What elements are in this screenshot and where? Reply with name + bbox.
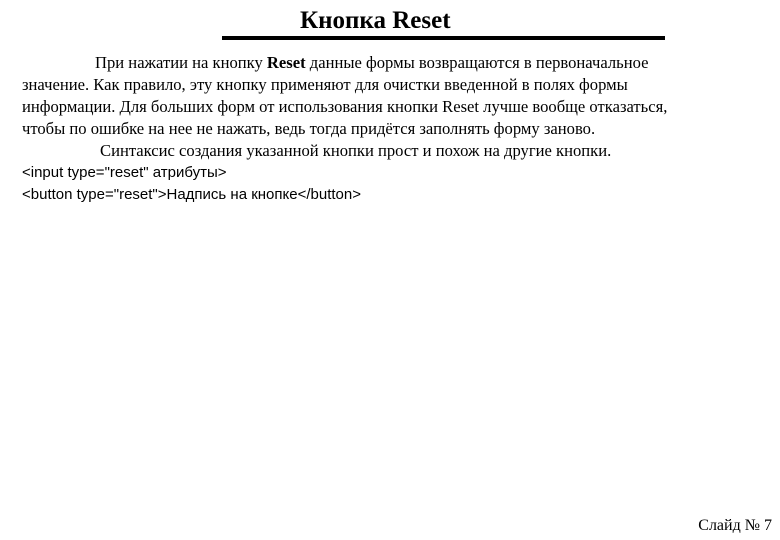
text-segment: При нажатии на кнопку	[95, 53, 267, 72]
paragraph-line: информации. Для больших форм от использования кнопки Reset лучше вообще отказаться,	[22, 97, 668, 116]
title-underline	[222, 36, 665, 40]
syntax-paragraph: Синтаксис создания указанной кнопки прост и похож на другие кнопки.	[100, 141, 612, 160]
paragraph-line	[22, 52, 762, 74]
paragraph-line: чтобы по ошибке на нее не нажать, ведь тогда придётся заполнять форму заново.	[22, 119, 596, 138]
code-line-input: <input type="reset" атрибуты>	[22, 164, 227, 181]
slide-title: Кнопка Reset	[300, 7, 451, 34]
slide-number: Слайд № 7	[698, 517, 772, 534]
slide-body	[22, 52, 762, 206]
paragraph-line: значение. Как правило, эту кнопку применяют для очистки введенной в полях формы	[22, 75, 628, 94]
code-line-button: <button type="reset">Надпись на кнопке</button>	[22, 186, 361, 203]
reset-keyword: Reset	[266, 53, 306, 72]
text-segment: данные формы возвращаются в первоначальное	[305, 53, 649, 72]
